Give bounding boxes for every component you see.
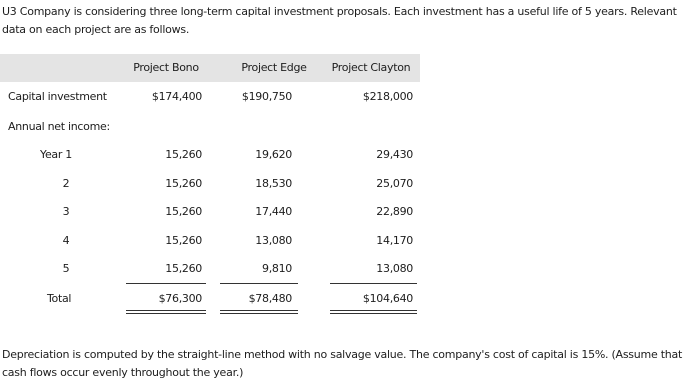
year-4-clayton: 14,170 xyxy=(376,234,413,247)
capital-investment-label: Capital investment xyxy=(8,90,107,103)
year-4-edge: 13,080 xyxy=(255,234,292,247)
annual-net-income-label: Annual net income: xyxy=(8,120,110,133)
header-project-edge: Project Edge xyxy=(241,61,307,74)
year-5-edge: 9,810 xyxy=(262,262,292,275)
subtotal-rule-bono xyxy=(126,283,206,284)
intro-paragraph: U3 Company is considering three long-term capital investment proposals. Each investment has a useful life of 5 years. Relevant data on each project are as follows. xyxy=(2,5,677,36)
year-4-bono: 15,260 xyxy=(165,234,202,247)
year-3-clayton: 22,890 xyxy=(376,205,413,218)
year-4-label: 4 xyxy=(62,234,70,247)
year-5-clayton: 13,080 xyxy=(376,262,413,275)
year-2-edge: 18,530 xyxy=(255,177,292,190)
total-double-rule-edge-top xyxy=(220,310,298,311)
total-edge: $78,480 xyxy=(248,292,292,305)
year-2-clayton: 25,070 xyxy=(376,177,413,190)
total-double-rule-clayton-bottom xyxy=(330,313,417,314)
footer-paragraph: Depreciation is computed by the straight-line method with no salvage value. The company's cost of capital is 15%. (Assume that cash flows occur evenly throughout the year.) xyxy=(2,348,683,379)
year-2-label: 2 xyxy=(62,177,70,190)
year-1-edge: 19,620 xyxy=(255,148,292,161)
year-1-bono: 15,260 xyxy=(165,148,202,161)
total-label: Total xyxy=(47,292,72,305)
capital-investment-clayton: $218,000 xyxy=(362,90,413,103)
year-1-label: Year 1 xyxy=(40,148,72,161)
total-double-rule-bono-bottom xyxy=(126,313,206,314)
year-5-label: 5 xyxy=(62,262,70,275)
total-clayton: $104,640 xyxy=(362,292,413,305)
year-3-edge: 17,440 xyxy=(255,205,292,218)
header-project-bono: Project Bono xyxy=(133,61,199,74)
year-1-clayton: 29,430 xyxy=(376,148,413,161)
total-double-rule-clayton-top xyxy=(330,310,417,311)
total-double-rule-edge-bottom xyxy=(220,313,298,314)
header-project-clayton: Project Clayton xyxy=(331,61,411,74)
year-3-bono: 15,260 xyxy=(165,205,202,218)
year-5-bono: 15,260 xyxy=(165,262,202,275)
total-double-rule-bono-top xyxy=(126,310,206,311)
capital-investment-edge: $190,750 xyxy=(241,90,292,103)
total-bono: $76,300 xyxy=(158,292,202,305)
subtotal-rule-clayton xyxy=(330,283,417,284)
year-2-bono: 15,260 xyxy=(165,177,202,190)
subtotal-rule-edge xyxy=(220,283,298,284)
capital-investment-bono: $174,400 xyxy=(151,90,202,103)
year-3-label: 3 xyxy=(62,205,70,218)
